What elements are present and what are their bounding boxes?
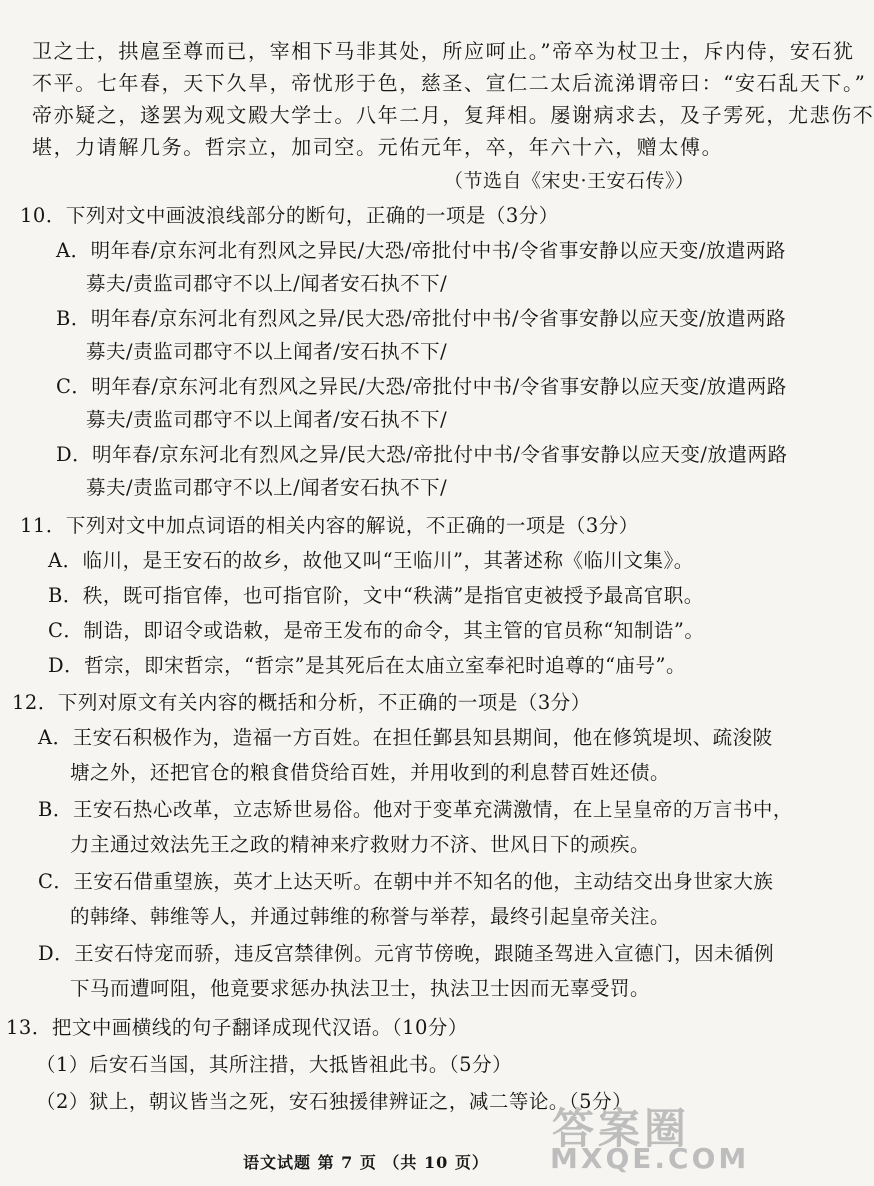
q11-option-a: A．临川，是王安石的故乡，故他又叫“王临川”，其著述称《临川文集》。 [48, 549, 694, 572]
q10-stem: 10．下列对文中画波浪线部分的断句，正确的一项是（3分） [20, 204, 559, 227]
passage-source: （节选自《宋史·王安石传》） [444, 170, 695, 192]
passage-line: 堪，力请解几务。哲宗立，加司空。元佑元年，卒，年六十六，赠太傅。 [32, 135, 724, 159]
q10-option-a: A．明年春/京东河北有烈风之异民/大恐/帝批付中书/令省事安静以应天变/放遣两路 [56, 239, 786, 262]
q10-option-c: C．明年春/京东河北有烈风之异民/大恐/帝批付中书/令省事安静以应天变/放遣两路 [56, 375, 787, 398]
q12-option-a-cont: 塘之外，还把官仓的粮食借贷给百姓，并用收到的利息替百姓还债。 [70, 761, 671, 784]
q13-item-1: （1）后安石当国，其所注措，大抵皆祖此书。（5分） [36, 1053, 513, 1076]
q13-stem: 13．把文中画横线的句子翻译成现代汉语。（10分） [6, 1016, 468, 1039]
q11-option-d: D．哲宗，即宋哲宗，“哲宗”是其死后在太庙立室奉祀时追尊的“庙号”。 [48, 654, 687, 677]
q10-option-b-cont: 募夫/责监司郡守不以上闻者/安石执不下/ [86, 340, 448, 363]
q10-option-d-cont: 募夫/责监司郡守不以上/闻者安石执不下/ [86, 476, 448, 499]
watermark [546, 1096, 750, 1175]
q10-option-a-cont: 募夫/责监司郡守不以上/闻者安石执不下/ [86, 272, 448, 295]
q12-option-b-cont: 力主通过效法先王之政的精神来疗救财力不济、世风日下的顽疾。 [70, 833, 651, 856]
q12-option-b: B．王安石热心改革，立志矫世易俗。他对于变革充满激情，在上呈皇帝的万言书中， [38, 798, 793, 821]
page-footer: 语文试题 第 7 页 （共 10 页） [243, 1153, 489, 1172]
passage-line: 帝亦疑之，遂罢为观文殿大学士。八年二月，复拜相。屡谢病求去，及子雱死，尤悲伤不 [32, 103, 874, 127]
passage-line: 不平。七年春，天下久旱，帝忧形于色，慈圣、宣仁二太后流涕谓帝曰：“安石乱天下。” [32, 71, 867, 95]
q11-option-c: C．制诰，即诏令或诰敕，是帝王发布的命令，其主管的官员称“知制诰”。 [48, 619, 705, 642]
q10-option-c-cont: 募夫/责监司郡守不以上闻者/安石执不下/ [86, 408, 448, 431]
q11-stem: 11．下列对文中加点词语的相关内容的解说，不正确的一项是（3分） [20, 514, 639, 537]
q11-option-b: B．秩，既可指官俸，也可指官阶，文中“秩满”是指官吏被授予最高官职。 [48, 584, 704, 607]
q12-option-c: C．王安石借重望族，英才上达天听。在朝中并不知名的他，主动结交出身世家大族 [38, 870, 774, 893]
q10-option-d: D．明年春/京东河北有烈风之异/民大恐/帝批付中书/令省事安静以应天变/放遣两路 [56, 443, 788, 466]
q12-stem: 12．下列对原文有关内容的概括和分析，不正确的一项是（3分） [12, 691, 591, 714]
watermark-logo-text: 答案圈 [552, 1104, 691, 1153]
q12-option-c-cont: 的韩绛、韩维等人，并通过韩维的称誉与举荐，最终引起皇帝关注。 [70, 905, 671, 928]
q13-item-2: （2）狱上，朝议皆当之死，安石独援律辨证之，减二等论。（5分） [36, 1090, 633, 1113]
q12-option-d: D．王安石恃宠而骄，违反宫禁律例。元宵节傍晚，跟随圣驾进入宣德门，因未循例 [38, 942, 775, 965]
q10-option-b: B．明年春/京东河北有烈风之异/民大恐/帝批付中书/令省事安静以应天变/放遣两路 [56, 307, 787, 330]
watermark-domain: MXQE.COM [550, 1142, 750, 1175]
passage-line: 卫之士，拱扈至尊而已，宰相下马非其处，所应呵止。”帝卒为杖卫士，斥内侍，安石犹 [32, 39, 855, 63]
q12-option-a: A．王安石积极作为，造福一方百姓。在担任鄞县知县期间，他在修筑堤坝、疏浚陂 [38, 726, 773, 749]
q12-option-d-cont: 下马而遭呵阻，他竟要求惩办执法卫士，执法卫士因而无辜受罚。 [70, 977, 651, 1000]
